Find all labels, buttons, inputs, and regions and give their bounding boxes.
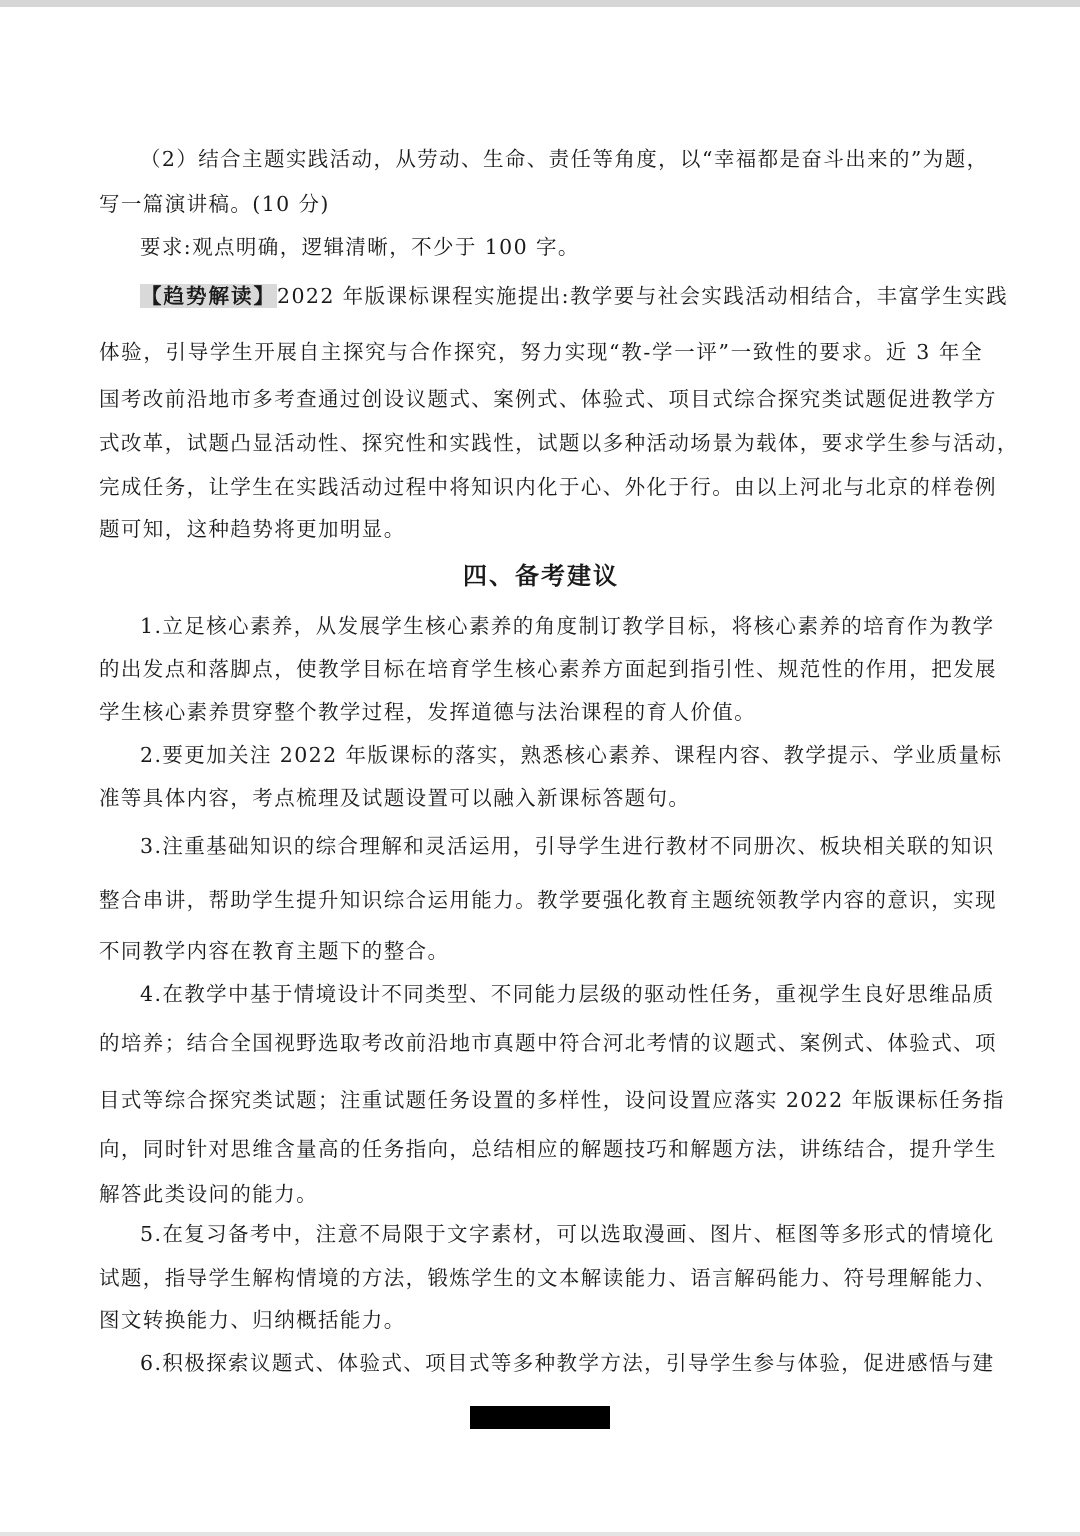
- suggestion-3-line-2: 整合串讲，帮助学生提升知识综合运用能力。教学要强化教育主题统领教学内容的意识，实现: [99, 888, 997, 912]
- suggestion-1-line-3: 学生核心素养贯穿整个教学过程，发挥道德与法治课程的育人价值。: [99, 700, 756, 724]
- suggestion-1-line-1: 1.立足核心素养，从发展学生核心素养的角度制订教学目标，将核心素养的培育作为教学: [140, 614, 995, 638]
- suggestion-4-line-4: 向，同时针对思维含量高的任务指向，总结相应的解题技巧和解题方法，讲练结合，提升学生: [99, 1137, 997, 1161]
- suggestion-3-line-1: 3.注重基础知识的综合理解和灵活运用，引导学生进行教材不同册次、板块相关联的知识: [140, 834, 995, 858]
- requirement-line: 要求:观点明确，逻辑清晰，不少于 100 字。: [140, 235, 580, 259]
- suggestion-5-line-3: 图文转换能力、归纳概括能力。: [99, 1308, 406, 1332]
- trend-line-5: 完成任务，让学生在实践活动过程中将知识内化于心、外化于行。由以上河北与北京的样卷例: [99, 475, 997, 499]
- trend-line-4: 式改革，试题凸显活动性、探究性和实践性，试题以多种活动场景为载体，要求学生参与活动，: [99, 431, 1019, 455]
- trend-line-1: [99, 281, 1008, 312]
- suggestion-1-line-2: 的出发点和落脚点，使教学目标在培育学生核心素养方面起到指引性、规范性的作用，把发展: [99, 657, 997, 681]
- suggestion-4-line-5: 解答此类设问的能力。: [99, 1182, 318, 1206]
- suggestion-5-line-1: 5.在复习备考中，注意不局限于文字素材，可以选取漫画、图片、框图等多形式的情境化: [140, 1222, 995, 1246]
- bottom-border: [0, 1532, 1080, 1536]
- trend-line-3: 国考改前沿地市多考查通过创设议题式、案例式、体验式、项目式综合探究类试题促进教学方: [99, 387, 997, 411]
- top-border: [0, 0, 1080, 7]
- section-title: 四、备考建议: [463, 562, 619, 590]
- suggestion-2-line-1: 2.要更加关注 2022 年版课标的落实，熟悉核心素养、课程内容、教学提示、学业质量标: [140, 743, 1003, 767]
- suggestion-6-line-1: 6.积极探索议题式、体验式、项目式等多种教学方法，引导学生参与体验，促进感悟与建: [140, 1351, 995, 1375]
- suggestion-3-line-3: 不同教学内容在教育主题下的整合。: [99, 939, 450, 963]
- question-2-line-2: 写一篇演讲稿。(10 分): [99, 192, 330, 216]
- redaction-bar: [470, 1406, 610, 1429]
- question-2-line-1: （2）结合主题实践活动，从劳动、生命、责任等角度，以“幸福都是奋斗出来的”为题，: [140, 147, 989, 171]
- suggestion-2-line-2: 准等具体内容，考点梳理及试题设置可以融入新课标答题句。: [99, 786, 691, 810]
- trend-tag: 【趋势解读】: [141, 284, 276, 308]
- trend-line-1-text: 2022 年版课标课程实施提出:教学要与社会实践活动相结合，丰富学生实践: [277, 284, 1008, 308]
- suggestion-4-line-2: 的培养；结合全国视野选取考改前沿地市真题中符合河北考情的议题式、案例式、体验式、项: [99, 1031, 997, 1055]
- trend-line-6: 题可知，这种趋势将更加明显。: [99, 517, 406, 541]
- suggestion-5-line-2: 试题，指导学生解构情境的方法，锻炼学生的文本解读能力、语言解码能力、符号理解能力、: [99, 1266, 997, 1290]
- suggestion-4-line-1: 4.在教学中基于情境设计不同类型、不同能力层级的驱动性任务，重视学生良好思维品质: [140, 982, 995, 1006]
- suggestion-4-line-3: 目式等综合探究类试题；注重试题任务设置的多样性，设问设置应落实 2022 年版课标任务指: [99, 1088, 1005, 1112]
- trend-line-2: 体验，引导学生开展自主探究与合作探究，努力实现“教-学一评”一致性的要求。近 3 年全: [99, 340, 983, 364]
